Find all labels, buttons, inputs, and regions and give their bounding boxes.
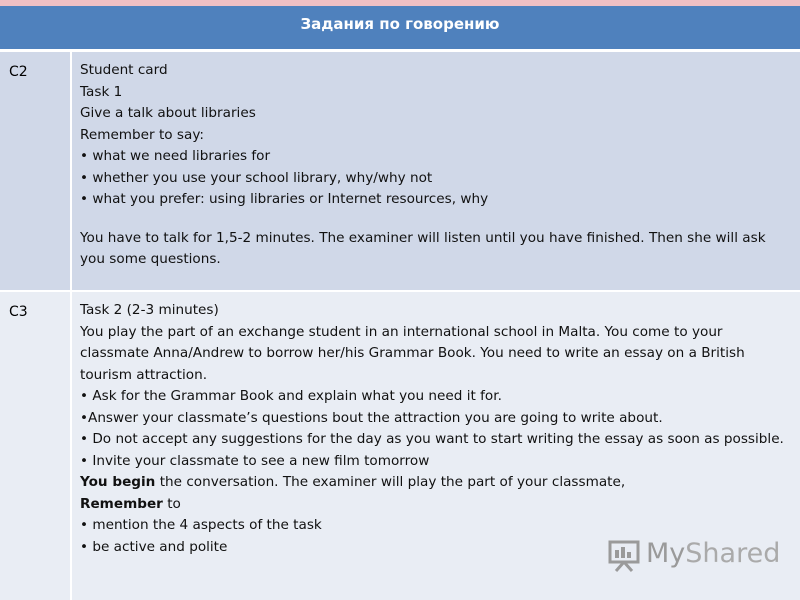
- bullet-item: • what we need libraries for: [80, 148, 271, 164]
- task-code: C2: [9, 64, 28, 80]
- text-line: Give a talk about libraries: [80, 105, 256, 121]
- bullet-item: • what you prefer: using libraries or Internet resources, why: [80, 191, 489, 207]
- begin-bold: You begin: [80, 474, 156, 490]
- remember-line: [80, 494, 790, 516]
- table-title: Задания по говорению: [300, 15, 500, 33]
- presentation-board-icon: [606, 538, 642, 572]
- speaking-tasks-table: [0, 6, 800, 600]
- remember-bold: Remember: [80, 495, 163, 512]
- intro-text: You play the part of an exchange student in an international school in Malta. You come to your classmate Anna/Andrew to borrow her/his Grammar Book. You need to write an essay on a British tourism attraction.: [80, 323, 745, 383]
- code-cell: [0, 292, 72, 600]
- begin-rest: the conversation. The examiner will play the part of your classmate,: [155, 474, 626, 490]
- bullet-item: • mention the 4 aspects of the task: [80, 517, 322, 533]
- bullet-item: • Ask for the Grammar Book and explain what you need it for.: [80, 388, 502, 404]
- bullet-item: • be active and polite: [80, 538, 228, 555]
- watermark-text: MyShared: [646, 538, 781, 569]
- text-line: Remember to say:: [80, 126, 204, 143]
- remember-rest: to: [162, 495, 181, 512]
- task-content: [80, 60, 790, 271]
- myshared-watermark: [606, 536, 781, 576]
- instructions-text: You have to talk for 1,5-2 minutes. The examiner will listen until you have finished. Then she will ask you some questions.: [80, 229, 766, 267]
- table-row-c2: [0, 52, 800, 292]
- begin-line: [80, 472, 790, 494]
- bullet-item: •Answer your classmate’s questions bout the attraction you are going to write about.: [80, 409, 663, 426]
- text-line: Task 1: [80, 83, 123, 100]
- bullet-item: • Do not accept any suggestions for the day as you want to start writing the essay as soon as possible.: [80, 431, 784, 447]
- task-content: [80, 300, 790, 558]
- code-cell: [0, 52, 72, 290]
- bullet-item: • Invite your classmate to see a new film tomorrow: [80, 452, 430, 469]
- text-line: Student card: [80, 62, 168, 78]
- task-title: Task 2 (2-3 minutes): [80, 302, 219, 318]
- bullet-item: • whether you use your school library, why/why not: [80, 169, 433, 186]
- table-header: [0, 6, 800, 52]
- task-code: C3: [9, 304, 28, 320]
